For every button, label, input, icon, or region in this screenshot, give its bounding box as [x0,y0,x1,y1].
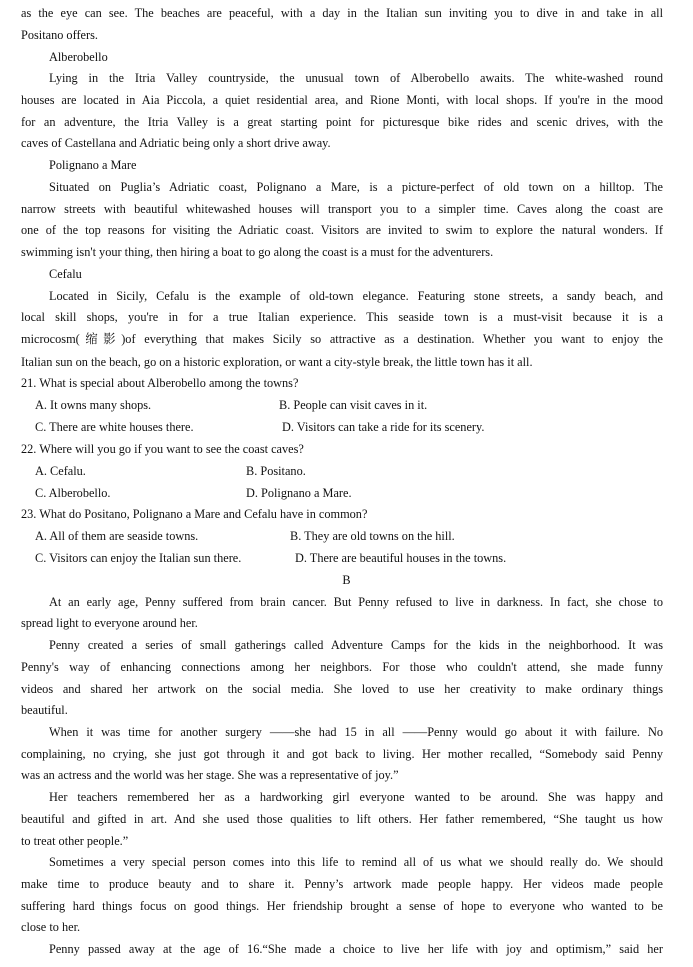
text-line: caves of Castellana and Adriatic being only a short drive away. [21,136,331,150]
q23-option-d: D. There are beautiful houses in the towns. [295,551,507,565]
text-line: spread light to everyone around her. [21,616,198,630]
q23-option-c: C. Visitors can enjoy the Italian sun there. [35,551,242,565]
q21-option-a: A. It owns many shops. [35,398,152,412]
q22-option-a: A. Cefalu. [35,464,86,478]
text-line: Sometimes a very special person comes into this life to remind all of us what we should really do. We should [49,855,663,869]
text-line: was an actress and the world was her stage. She was a representative of joy.” [21,768,399,782]
text-line: Located in Sicily, Cefalu is the example of old-town elegance. Featuring stone streets, a sandy beach, and [49,289,663,303]
text-line: swimming isn't your thing, then hiring a boat to go along the coast is a must for the adventurers. [21,245,494,259]
text-line: When it was time for another surgery ——she had 15 in all ——Penny would go about it with failure. No [49,725,663,739]
question-22: 22. Where will you go if you want to see the coast caves? [21,442,304,456]
text-line: narrow streets with beautiful whitewashed houses will transport you to a simpler time. Caves along the coast are [21,202,663,216]
q23-option-b: B. They are old towns on the hill. [290,529,455,543]
text-line: local skill shops, you're in for a true Italian experience. This seaside town is a must-visit because it is a [21,310,663,324]
text-line: for an adventure, the Itria Valley is a great starting point for picturesque bike rides and scenic drives, with the [21,115,663,129]
section-heading: Cefalu [49,267,82,281]
text-line: Positano offers. [21,28,98,42]
section-label-b: B [342,573,351,587]
text-line: Penny passed away at the age of 16.“She made a choice to live her life with joy and optimism,” said her [49,942,663,956]
q21-option-b: B. People can visit caves in it. [279,398,428,412]
q21-option-d: D. Visitors can take a ride for its scenery. [282,420,485,434]
text-line: to treat other people.” [21,834,129,848]
text-line: At an early age, Penny suffered from brain cancer. But Penny refused to live in darkness. In fact, she chose to [49,595,663,609]
q22-option-d: D. Polignano a Mare. [246,486,352,500]
text-line: beautiful and gifted in art. And she used those qualities to lift others. Her father remembered, “She taught us how [21,812,663,826]
text-line: complaining, no crying, she just got through it and got back to living. Her mother recalled, “Somebody said Penny [21,747,663,761]
text-line: Penny created a series of small gatherings called Adventure Camps for the kids in the neighborhood. It was [49,638,663,652]
text-line: close to her. [21,920,81,934]
text-line: videos and shared her artwork on the social media. She loved to use her creativity to make ordinary things [21,682,663,696]
text-line: microcosm(缩影)of everything that makes Sicily so attractive as a destination. Whether you want to enjoy the [21,332,663,346]
q21-option-c: C. There are white houses there. [35,420,194,434]
text-line: make time to produce beauty and to share it. Penny’s artwork made people happy. Her videos made people [21,877,663,891]
q22-option-b: B. Positano. [246,464,306,478]
text-line: Italian sun on the beach, go on a historic exploration, or want a city-style break, the little town has it all. [21,355,533,369]
q23-option-a: A. All of them are seaside towns. [35,529,199,543]
text-line: Situated on Puglia’s Adriatic coast, Polignano a Mare, is a picture-perfect of old town on a hilltop. The [49,180,663,194]
text-line: Penny's way of enhancing connections among her neighbors. For those who couldn't attend, she made funny [21,660,663,674]
text-line: houses are located in Aia Piccola, a quiet residential area, and Rione Monti, with local shops. If you're in the mood [21,93,663,107]
text-line: one of the top reasons for visiting the Adriatic coast. Visitors are invited to swim to explore the natural wonders. If [21,223,663,237]
question-21: 21. What is special about Alberobello among the towns? [21,376,299,390]
q22-option-c: C. Alberobello. [35,486,111,500]
question-23: 23. What do Positano, Polignano a Mare and Cefalu have in common? [21,507,368,521]
section-heading: Alberobello [49,50,108,64]
text-line: suffering hard things focus on good things. Her friendship brought a sense of hope to everyone who wanted to be [21,899,663,913]
text-line: Lying in the Itria Valley countryside, the unusual town of Alberobello awaits. The white-washed round [49,71,663,85]
text-line: beautiful. [21,703,68,717]
text-line: as the eye can see. The beaches are peaceful, with a day in the Italian sun inviting you to dive in and take in all [21,6,663,20]
text-line: Her teachers remembered her as a hardworking girl everyone wanted to be around. She was happy and [49,790,663,804]
section-heading: Polignano a Mare [49,158,137,172]
